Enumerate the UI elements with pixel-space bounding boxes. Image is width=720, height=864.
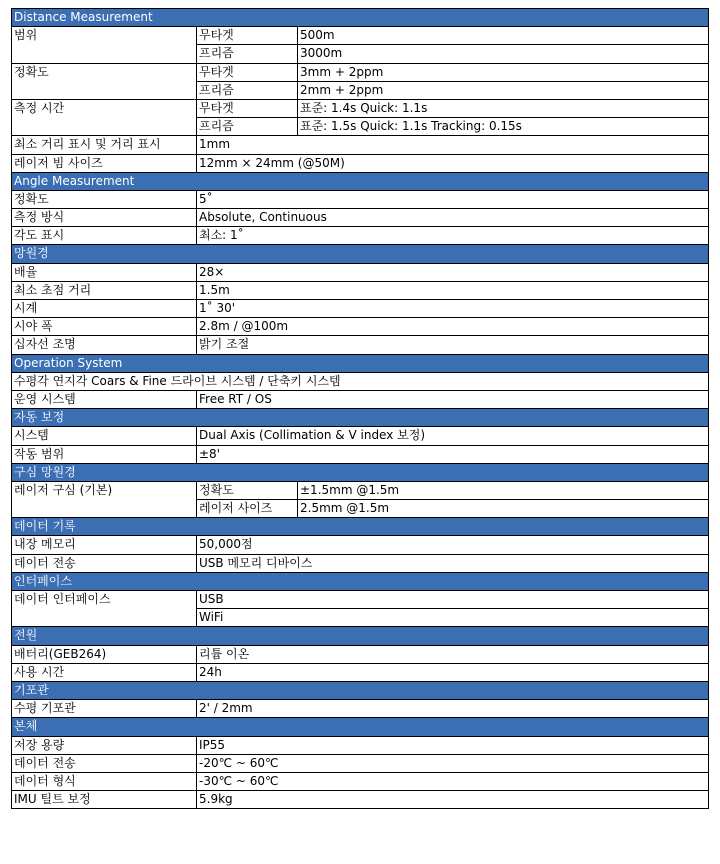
section-title: 망원경 — [12, 245, 709, 263]
table-row — [12, 591, 709, 609]
sub-label: 프리즘 — [197, 81, 298, 99]
row-value: 3000m — [298, 45, 709, 63]
table-row — [12, 481, 709, 499]
row-value: 표준: 1.4s Quick: 1.1s — [298, 99, 709, 117]
row-label: 내장 메모리 — [12, 536, 197, 554]
table-row — [12, 190, 709, 208]
row-value: 2' / 2mm — [197, 700, 709, 718]
row-label: 측정 방식 — [12, 209, 197, 227]
row-value: 표준: 1.5s Quick: 1.1s Tracking: 0.15s — [298, 118, 709, 136]
table-row — [12, 136, 709, 154]
row-value: 밝기 조절 — [197, 336, 709, 354]
row-value: 리튬 이온 — [197, 645, 709, 663]
spec-table — [11, 8, 709, 809]
row-label: 십자선 조명 — [12, 336, 197, 354]
sub-label: 무타겟 — [197, 63, 298, 81]
table-row — [12, 336, 709, 354]
section-power — [12, 627, 709, 645]
table-row — [12, 700, 709, 718]
row-value: 28× — [197, 263, 709, 281]
row-value: 1mm — [197, 136, 709, 154]
row-label: 정확도 — [12, 190, 197, 208]
row-label: 작동 범위 — [12, 445, 197, 463]
row-value: 12mm × 24mm (@50M) — [197, 154, 709, 172]
row-label: 측정 시간 — [12, 99, 197, 135]
row-value: 최소: 1˚ — [197, 227, 709, 245]
sub-label: 프리즘 — [197, 118, 298, 136]
section-title: 기포관 — [12, 681, 709, 699]
row-label: 범위 — [12, 27, 197, 63]
table-row — [12, 736, 709, 754]
row-value: 3mm + 2ppm — [298, 63, 709, 81]
sub-label: 무타겟 — [197, 99, 298, 117]
row-value: ±8' — [197, 445, 709, 463]
row-value: USB — [197, 591, 709, 609]
section-title: 인터페이스 — [12, 572, 709, 590]
row-value: 5.9kg — [197, 791, 709, 809]
table-row — [12, 390, 709, 408]
section-body — [12, 718, 709, 736]
section-title: Operation System — [12, 354, 709, 372]
section-level — [12, 681, 709, 699]
table-row — [12, 772, 709, 790]
section-title: 구심 망원경 — [12, 463, 709, 481]
table-row — [12, 27, 709, 45]
section-distance — [12, 9, 709, 27]
table-row — [12, 209, 709, 227]
row-label: 데이터 전송 — [12, 754, 197, 772]
table-row — [12, 372, 709, 390]
row-label: 데이터 인터페이스 — [12, 591, 197, 627]
table-row — [12, 754, 709, 772]
table-row — [12, 318, 709, 336]
table-row — [12, 63, 709, 81]
section-angle — [12, 172, 709, 190]
section-title: 데이터 기록 — [12, 518, 709, 536]
section-plummet — [12, 463, 709, 481]
table-row — [12, 554, 709, 572]
row-label: 레이저 빔 사이즈 — [12, 154, 197, 172]
row-value: -20℃ ~ 60℃ — [197, 754, 709, 772]
row-value: 50,000점 — [197, 536, 709, 554]
row-value: 2.5mm @1.5m — [298, 500, 709, 518]
row-value: 2mm + 2ppm — [298, 81, 709, 99]
row-value: ±1.5mm @1.5m — [298, 481, 709, 499]
row-label: 수평각 연지각 Coars & Fine 드라이브 시스템 / 단축키 시스템 — [12, 372, 709, 390]
row-label: 시스템 — [12, 427, 197, 445]
row-label: 수평 기포관 — [12, 700, 197, 718]
row-label: 배율 — [12, 263, 197, 281]
table-row — [12, 427, 709, 445]
row-label: 저장 용량 — [12, 736, 197, 754]
section-title: Angle Measurement — [12, 172, 709, 190]
table-row — [12, 663, 709, 681]
section-title: 본체 — [12, 718, 709, 736]
row-value: -30℃ ~ 60℃ — [197, 772, 709, 790]
row-value: 500m — [298, 27, 709, 45]
row-label: 사용 시간 — [12, 663, 197, 681]
section-title: Distance Measurement — [12, 9, 709, 27]
table-row — [12, 536, 709, 554]
row-label: 운영 시스템 — [12, 390, 197, 408]
row-value: 24h — [197, 663, 709, 681]
table-row — [12, 263, 709, 281]
row-label: IMU 틸트 보정 — [12, 791, 197, 809]
sub-label: 정확도 — [197, 481, 298, 499]
section-title: 자동 보정 — [12, 409, 709, 427]
section-interface — [12, 572, 709, 590]
row-value: Absolute, Continuous — [197, 209, 709, 227]
row-label: 정확도 — [12, 63, 197, 99]
row-label: 데이터 형식 — [12, 772, 197, 790]
table-row — [12, 300, 709, 318]
section-data-record — [12, 518, 709, 536]
table-row — [12, 281, 709, 299]
row-label: 시야 폭 — [12, 318, 197, 336]
row-value: 1.5m — [197, 281, 709, 299]
row-label: 레이저 구심 (기본) — [12, 481, 197, 517]
section-telescope — [12, 245, 709, 263]
section-compensator — [12, 409, 709, 427]
section-operation — [12, 354, 709, 372]
table-row — [12, 791, 709, 809]
row-value: Dual Axis (Collimation & V index 보정) — [197, 427, 709, 445]
table-row — [12, 154, 709, 172]
row-label: 최소 거리 표시 및 거리 표시 — [12, 136, 197, 154]
table-row — [12, 99, 709, 117]
row-value: WiFi — [197, 609, 709, 627]
row-value: USB 메모리 디바이스 — [197, 554, 709, 572]
row-label: 최소 초점 거리 — [12, 281, 197, 299]
sub-label: 프리즘 — [197, 45, 298, 63]
row-label: 각도 표시 — [12, 227, 197, 245]
row-label: 데이터 전송 — [12, 554, 197, 572]
row-value: 1˚ 30' — [197, 300, 709, 318]
table-row — [12, 445, 709, 463]
section-title: 전원 — [12, 627, 709, 645]
row-value: IP55 — [197, 736, 709, 754]
row-value: 2.8m / @100m — [197, 318, 709, 336]
sub-label: 무타겟 — [197, 27, 298, 45]
row-label: 배터리(GEB264) — [12, 645, 197, 663]
row-value: 5˚ — [197, 190, 709, 208]
table-row — [12, 645, 709, 663]
row-label: 시계 — [12, 300, 197, 318]
row-value: Free RT / OS — [197, 390, 709, 408]
table-row — [12, 227, 709, 245]
sub-label: 레이저 사이즈 — [197, 500, 298, 518]
